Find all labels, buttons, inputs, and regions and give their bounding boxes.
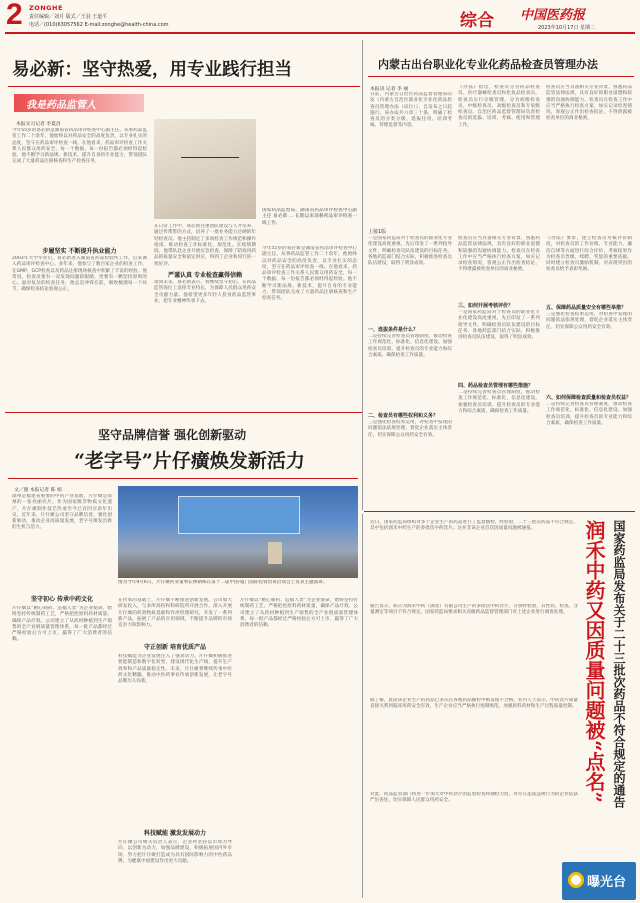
byline: 文／图 本报记者 陈 娟 xyxy=(14,488,62,493)
body-col2-a: 在传承的基础上，片仔癀不断推进创新发展。公司加大研发投入，与多所高校和科研院所开展合作，深入开展片仔癀的药效物质基础和作用机理研究，开发了一系列新产品，拓展了产品的应用领域，不断提升品牌的市场竞争力和影响力。 xyxy=(118,598,232,629)
article-title: “老字号”片仔癀焕发新活力 xyxy=(74,450,305,472)
body-col4: 对此，药品监管部门将进一步加大对中药饮片的监督检查和抽检力度，对存在违法违规行为的企业依法严厉查处，切实保障人民群众用药安全。 xyxy=(370,792,578,804)
body-col1-b: 2003年大学毕业后，易必新进入湖南省药品检验所工作，后来调入药品审评检查中心。多年来，他参与了数百家企业的检查工作，在GMP、GCP检查以及药品注册现场核查中积累了丰富的经验。他常说，检查员要有一双发现问题的眼睛，更要有一颗坚持原则的心。面对复杂的检查任务，他总是冲锋在前，细致梳理每一个环节，确保检查结论客观公正。 xyxy=(12,256,147,293)
photo-caption: 图为今年9月6日，片仔癀药业董事长林朝晖在第十二届中国·厦门国际投资贸易洽谈会上发表主题演讲。 xyxy=(118,580,328,585)
subhead-1: 步履坚实 不断提升执业能力 xyxy=(42,248,117,255)
subhead-c: 三、如何开展考核评价？ xyxy=(458,303,514,309)
photo-caption: 国家药品监督局、湖南省药品审评检查中心副主任 易必新 ... 长期以来深耕药品审评检查一线工作。 xyxy=(262,208,357,226)
page-number: 2 xyxy=(6,0,23,31)
subhead-d: 四、药品检查员管理有哪些措施？ xyxy=(458,383,534,389)
body-col2: 在日常工作中，易必新注重团队建设与人才培养，通过传帮带的方式，培养了一批业务能力过硬的年轻检查员。他主持制定了多项检查工作规范和操作指南，推动检查工作标准化、规范化。在疫情期间，他带队赴企业开展应急检查，保障了防疫用药品的质量安全和稳定供应，得到了企业和同行的一致好评。 xyxy=(154,224,256,267)
event-photo xyxy=(118,486,358,578)
body-col2: 检查员应当具备相关专业背景，熟悉药品监管法律法规，具有良好的职业道德和较强的沟通协调能力。检查员在检查工作中应当严格执行检查方案，如实记录检查情况，客观公正作出检查结论，不得泄露被检查单位的商业秘密。 xyxy=(458,236,540,273)
byline: 本报讯 记者 李 丽 xyxy=(370,87,409,92)
editor-line: 责任编辑／刘月 版式／王羽 王道平 xyxy=(29,14,108,20)
phone-line: 电话／(010)63057562 E-mail:zonghe@health-china.com xyxy=(29,22,169,28)
notice-title: 国家药监局发布关于二十三批次药品不符合规定的通告 xyxy=(612,520,626,808)
subhead-f: 六、如何保障检查质量和检查员权益？ xyxy=(546,395,632,401)
body-col3: 今年55岁的易必新是湖南省药品审评检查中心副主任。从事药品监管工作二十余年，他始终以对药品安全的高度负责，以专业扎实的态度，坚守在药品审评检查一线。在他看来，药品审评检查工作关系人民群众用药安全，每一个数据、每一份报告都必须经得起检验。他不断学习新法规、新技术，提升自身的专业能力，带领团队完成了大量药品注册核查和生产检查任务。 xyxy=(262,246,357,302)
subhead-2: 严谨认真 专业检查赢得信赖 xyxy=(167,272,243,279)
divider-h-right xyxy=(364,511,635,512)
header-rule xyxy=(5,32,635,34)
divider-h-mid xyxy=(5,412,362,413)
body-col2: 通告显示，标示为润禾中药（湖北）有限公司生产的多批次中药饮片，分别经检验，其性状、检查、含量测定等项目不符合规定。国家药监局要求相关省级药品监督管理部门对上述企业进行调查处理。 xyxy=(370,604,578,616)
continued-label: 上接1版 xyxy=(368,229,387,235)
article-title: 内蒙古出台职业化专业化药品检查员管理办法 xyxy=(378,58,598,71)
podium xyxy=(268,542,282,564)
title-rule xyxy=(368,76,634,77)
date-line: 2023年10月17日 星期二 xyxy=(538,25,596,31)
body-col3: 据了解，此前该企业生产的药品已多次在各地药品抽检中被发现不合格。业内人士表示，中药饮片质量直接关系到临床用药安全有效，生产企业应当严格执行炮制规范，加强原料药材和生产过程质量控制。 xyxy=(370,698,578,710)
body-col2: 《办法》指出，检查员分为药品检查员、医疗器械检查员和化妆品检查员。检查员实行分级管理，分为初级检查员、中级检查员、高级检查员和专家级检查员。自治区药品监督管理局负责检查员的选拔、培训、考核、使用和管理工作。 xyxy=(458,85,540,128)
body-col1: 日前，内蒙古自治区药品监督管理局印发《内蒙古自治区职业化专业化药品检查员管理办法（试行）》，自发布之日起施行。该办法共六章三十条，明确了检查员的分类分级、选拔任用、培训考核、管理监督等内容。 xyxy=(370,92,452,129)
body-col3-b: 三是强化检查结果运用，对检查中发现的问题依法依规处理，督促企业落实主体责任，切实保障公众用药安全有效。 xyxy=(546,312,632,330)
body-col1-c: 三是强化检查结果运用，对检查中发现的问题依法依规处理，督促企业落实主体责任，切实保障公众用药安全有效。 xyxy=(368,420,452,438)
subhead-3: 科技赋能 激发发展动力 xyxy=(143,830,207,837)
body-col2-b: 一是国家药监局对于检查员的职业化专业化建设高度重视，先后印发了一系列指导文件，明确检查员队伍建设的目标任务。各地药监部门结合实际，积极推进检查员队伍建设，取得了明显成效。 xyxy=(458,310,540,341)
body-col3: 《办法》要求，建立检查员考核评价制度，对检查员的工作业绩、专业能力、廉洁自律等方面进行综合评价，考核结果作为检查员晋级、续聘、奖惩的重要依据。同时建立检查员激励机制，对表现突出的检查员给予表彰奖励。 xyxy=(546,236,632,273)
section-en: ZONGHE xyxy=(29,4,63,12)
body-col2-b: 科技赋能为企业发展注入了强劲动力。片仔癀积极推进智能制造和数字化转型，建设现代化生产线，提升生产效率和产品质量稳定性。未来，片仔癀将继续传承中医药文化精髓，推动中医药事业传承创新发展，让老字号品牌历久弥新。 xyxy=(118,654,232,685)
kicker-label: 我是药品监管人 xyxy=(26,100,96,111)
article-title: 易必新：坚守热爱，用专业践行担当 xyxy=(12,60,292,80)
logo-icon xyxy=(568,872,584,888)
signature-mark xyxy=(181,141,245,158)
body-col1-b: 二是持续完善检查员管理制度，推动检查工作规范化、标准化、信息化建设。加强检查员培训，提升检查员的专业能力和综合素质，确保检查工作质量。 xyxy=(368,334,452,358)
body-col1: 近日，国家药监局组织对多个企业生产的药品进行了监督抽检，经检验，二十三批次药品不符合规定。其中包括润禾中药生产的多批次中药饮片。这并非该企业首次因质量问题被通报。 xyxy=(370,520,578,532)
divider-v-main xyxy=(362,40,363,510)
kicker: 坚守品牌信誉 强化创新驱动 xyxy=(98,428,247,442)
body-col2-b: 谈到未来，易必新表示，将继续坚守初心，在药品监管岗位上发挥专业特长，为保障人民群众用药安全贡献力量。他希望更多年轻人投身药品监管事业，把专业精神传承下去。 xyxy=(154,280,256,304)
body-col1-a: 漳州是福建省重要的中药产业基地，片仔癀是漳州的一张亮丽名片。作为国家级非物质文化遗产，片仔癀制作技艺传承至今已有四百余年历史。近年来，片仔癀公司坚守品牌信誉，强化创新驱动，推动企业高质量发展，老字号焕发出新的生机与活力。 xyxy=(12,494,112,531)
body-col3-c: 二是持续完善检查员管理制度，推动检查工作规范化、标准化、信息化建设。加强检查员培训，提升检查员的专业能力和综合素质，确保检查工作质量。 xyxy=(546,402,632,426)
body-col3: 检查员应当具备相关专业背景，熟悉药品监管法律法规，具有良好的职业道德和较强的沟通协调能力。检查员在检查工作中应当严格执行检查方案，如实记录检查情况，客观公正作出检查结论，不得泄露被检查单位的商业秘密。 xyxy=(546,85,632,122)
section-title: 综合 xyxy=(460,11,494,31)
subhead-a: 一、选拔条件是什么？ xyxy=(368,327,419,333)
title-rule xyxy=(8,86,360,87)
body-col2-c: 片仔癀公司相关负责人表示，企业将坚持以市场为导向，以创新为动力，加强品牌建设，积极拓展国内外市场，努力把片仔癀打造成为具有国际影响力的中医药品牌，为健康中国建设作出更大贡献。 xyxy=(118,840,232,864)
headline-vertical: 润禾中药又因质量问题被“点名” xyxy=(582,520,606,804)
body-col1: 一是国家药监局对于检查员的职业化专业化建设高度重视，先后印发了一系列指导文件，明确检查员队伍建设的目标任务。各地药监部门结合实际，积极推进检查员队伍建设，取得了明显成效。 xyxy=(368,236,452,267)
stage-screen xyxy=(178,496,300,534)
body-col3: 片仔癀以“精心制药、造福人类”为企业使命，始终坚持传统制药工艺，严格把控原料药材质量，确保产品疗效。公司建立了从药材种植到生产销售的全产业链质量管理体系，每一批产品都经过严格检验后方可上市，赢得了广大消费者的信赖。 xyxy=(240,598,358,629)
subhead-1: 坚守初心 传承中药文化 xyxy=(30,596,94,603)
byline: 本报实习记者 李夏昌 xyxy=(16,122,61,127)
divider-v-lower xyxy=(362,514,363,898)
logo-text: 曝光台 xyxy=(587,875,627,890)
body-col1-b: 片仔癀以“精心制药、造福人类”为企业使命，始终坚持传统制药工艺，严格把控原料药材质量，确保产品疗效。公司建立了从药材种植到生产销售的全产业链质量管理体系，每一批产品都经过严格检验后方可上市，赢得了广大消费者的信赖。 xyxy=(12,606,112,643)
subhead-e: 五、保障药品质量安全有哪些举措？ xyxy=(546,305,627,311)
title-rule xyxy=(8,478,358,479)
subhead-2: 守正创新 培育优质产品 xyxy=(143,644,207,651)
portrait-photo xyxy=(154,119,256,219)
subhead-b: 二、检查员有哪些权利和义务？ xyxy=(368,413,439,419)
body-col2-c: 二是持续完善检查员管理制度，推动检查工作规范化、标准化、信息化建设。加强检查员培训，提升检查员的专业能力和综合素质，确保检查工作质量。 xyxy=(458,390,540,414)
paper-name: 中国医药报 xyxy=(520,8,586,23)
body-col1-a: 今年55岁的易必新是湖南省药品审评检查中心副主任。从事药品监管工作二十余年，他始终以对药品安全的高度负责，以专业扎实的态度，坚守在药品审评检查一线。在他看来，药品审评检查工作关系人民群众用药安全，每一个数据、每一份报告都必须经得起检验。他不断学习新法规、新技术，提升自身的专业能力，带领团队完成了大量药品注册核查和生产检查任务。 xyxy=(12,128,147,165)
